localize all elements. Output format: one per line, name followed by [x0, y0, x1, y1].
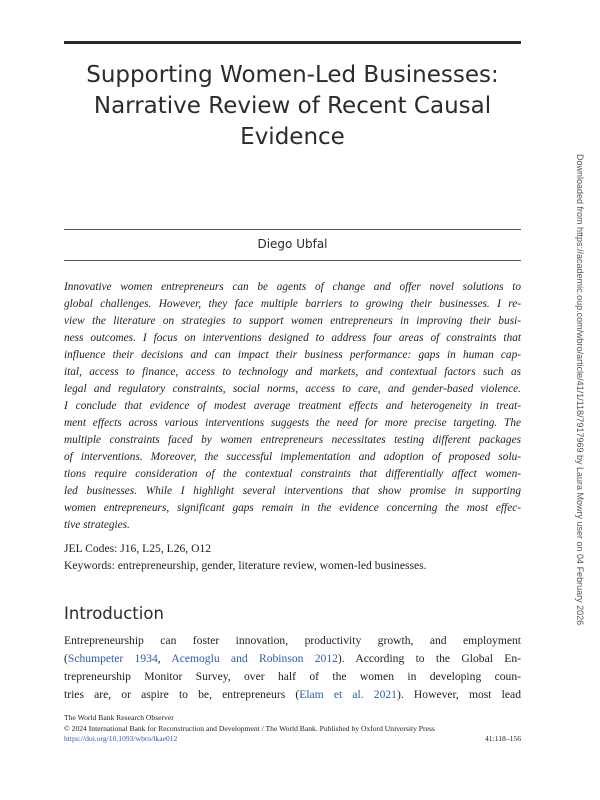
- paren-open: (: [64, 652, 68, 665]
- introduction-paragraph: [64, 632, 521, 704]
- article-title: [64, 60, 521, 153]
- page-range: 41:118–156: [485, 734, 521, 743]
- citation-link-schumpeter[interactable]: Schumpeter 1934: [67, 652, 158, 665]
- paragraph-line: [64, 650, 521, 668]
- paragraph-line: Entrepreneurship can foster innovation, productivity growth, and employment: [64, 634, 521, 647]
- abstract-line: I conclude that evidence of modest average treatment effects and heterogeneity in treat-: [64, 400, 521, 412]
- author-rule-bottom: [64, 260, 521, 261]
- citation-link-elam[interactable]: Elam et al. 2021: [299, 688, 397, 701]
- abstract-line: multiple constraints faced by women entrepreneurs necessitates testing different packages: [64, 434, 521, 446]
- abstract: [64, 279, 521, 534]
- author-name: Diego Ubfal: [257, 237, 328, 251]
- abstract-line: legal and regulatory constraints, social norms, access to care, and gender-based violence.: [64, 383, 521, 395]
- abstract-line: Innovative women entrepreneurs can be agents of change and offer novel solutions to: [64, 281, 521, 293]
- abstract-line: tions require consideration of the contextual constraints that differentially affect women-: [64, 468, 521, 480]
- paragraph-text: ). According to the Global En-: [337, 652, 521, 665]
- page-footer: [64, 713, 521, 745]
- article-metadata: [64, 540, 521, 574]
- download-watermark: Downloaded from https://academic.oup.com/wbro/article/41/1/118/7917969 by Laura Mowry user on 04 February 2026: [575, 154, 585, 626]
- paragraph-line: trepreneurship Monitor Survey, over half of the women in developing coun-: [64, 670, 521, 683]
- abstract-line: led businesses. While I highlight several interventions that show promise in supporting: [64, 485, 521, 497]
- abstract-line: tive strategies.: [64, 519, 130, 531]
- footer-doi-row: [64, 734, 521, 745]
- abstract-line: ital, access to finance, access to technology and markets, and contextual factors such as: [64, 366, 521, 378]
- paragraph-text: tries are, or aspire to be, entrepreneurs (: [64, 688, 300, 701]
- paragraph-text: ). However, most lead: [396, 688, 521, 701]
- abstract-line: global challenges. However, they face multiple barriers to growing their businesses. I re-: [64, 298, 521, 310]
- jel-codes: JEL Codes: J16, L25, L26, O12: [64, 542, 212, 555]
- abstract-line: influence their decisions and can impact their business performance: gaps in human cap-: [64, 349, 521, 361]
- citation-link-acemoglu[interactable]: Acemoglu and Robinson 2012: [171, 652, 338, 665]
- copyright-notice: © 2024 International Bank for Reconstruction and Development / The World Bank. Published by Oxford University Press: [64, 723, 435, 733]
- title-line: Supporting Women-Led Businesses:: [86, 62, 499, 88]
- paragraph-line: [64, 686, 521, 704]
- top-rule: [64, 41, 521, 44]
- abstract-line: view the literature on strategies to support women entrepreneurs in improving their busi-: [64, 315, 521, 327]
- author-rule-top: [64, 229, 521, 230]
- abstract-line: ness outcomes. I focus on interventions designed to address four areas of constraints that: [64, 332, 521, 344]
- journal-name: The World Bank Research Observer: [64, 713, 174, 722]
- citation-separator: ,: [157, 652, 172, 665]
- section-heading-introduction: Introduction: [64, 604, 164, 623]
- abstract-line: women entrepreneurs, significant gaps remain in the evidence concerning the most effec-: [64, 502, 521, 514]
- abstract-line: of interventions. Moreover, the successful implementation and adoption of proposed solu-: [64, 451, 521, 463]
- doi-link[interactable]: https://doi.org/10.1093/wbro/lkae012: [64, 734, 178, 743]
- keywords: Keywords: entrepreneurship, gender, literature review, women-led businesses.: [64, 559, 427, 572]
- title-line: Evidence: [240, 124, 345, 150]
- title-line: Narrative Review of Recent Causal: [93, 93, 492, 119]
- abstract-line: ment effects across various interventions suggests the need for more precise targeting. The: [64, 417, 521, 429]
